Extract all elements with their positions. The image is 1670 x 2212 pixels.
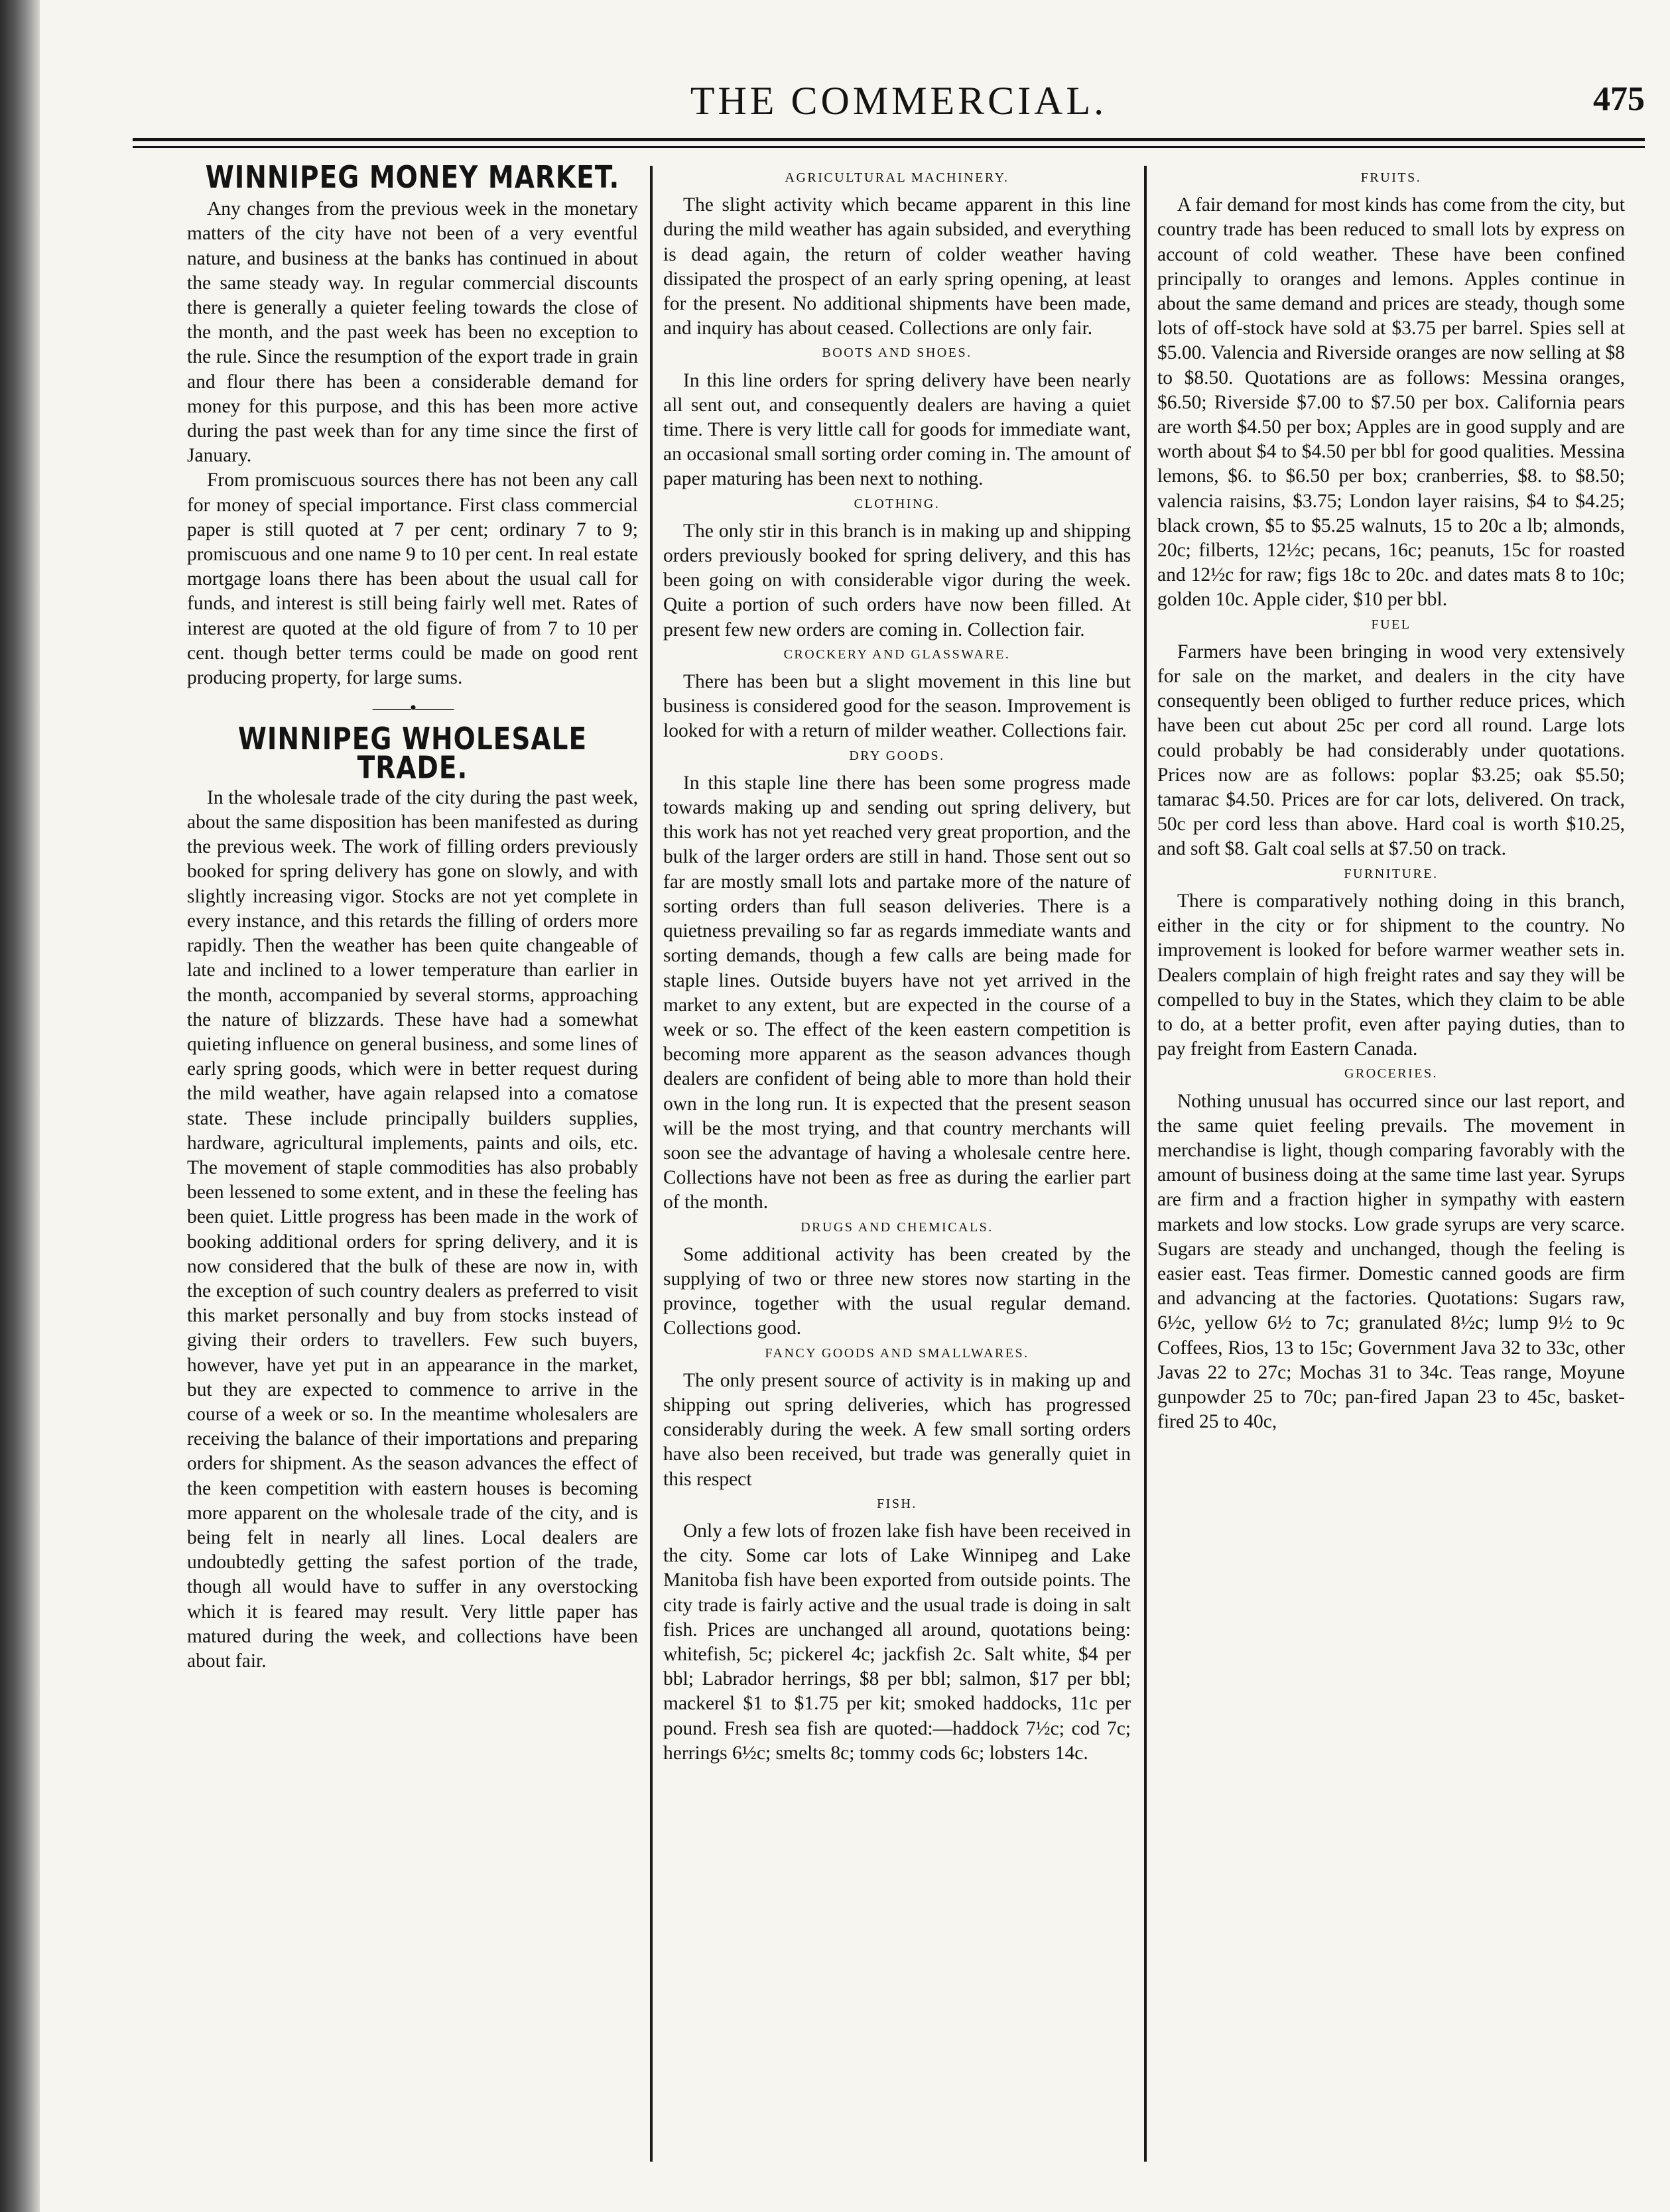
drugs-heading: DRUGS AND CHEMICALS. xyxy=(801,1219,994,1235)
agricultural-heading: AGRICULTURAL MACHINERY. xyxy=(785,170,1009,185)
column-right xyxy=(1157,166,1625,1434)
binding-edge xyxy=(0,0,40,2212)
drugs-paragraph: Some additional activity has been created by the supplying of two or three new stores now starting in the province, together with the usual regular demand. Collections good. xyxy=(663,1243,1131,1339)
fancy-goods-paragraph: The only present source of activity is in making up and shipping out spring deliveries, which has progressed considerably during the week. A few small sorting orders have also been received, but trade was generally quiet in this respect xyxy=(663,1369,1131,1490)
money-market-paragraph: Any changes from the previous week in the monetary matters of the city have not been of a very eventful nature, and business at the banks has continued in about the same steady way. In regular commercial discounts there is generally a quieter feeling towards the close of the month, and the past week has been no exception to the rule. Since the resumption of the export trade in grain and flour there has been a considerable demand for money for this purpose, and this has been more active during the past week than for any time since the first of January. xyxy=(187,198,638,467)
money-market-heading: WINNIPEG MONEY MARKET. xyxy=(205,160,620,196)
section-separator: ——•—— xyxy=(372,697,453,719)
crockery-heading: CROCKERY AND GLASSWARE. xyxy=(783,646,1011,662)
clothing-heading: CLOTHING. xyxy=(854,496,940,511)
clothing-paragraph: The only stir in this branch is in making up and shipping orders previously booked for spring delivery, and this has been going on with considerable vigor during the week. Quite a portion of such orders have now been filled. At present few new orders are coming in. Collection fair. xyxy=(663,520,1131,641)
page-number: 475 xyxy=(1593,80,1645,118)
column-left xyxy=(187,160,638,1674)
journal-title: THE COMMERCIAL. xyxy=(690,79,1108,123)
column-divider-1 xyxy=(650,166,653,2162)
crockery-paragraph: There has been but a slight movement in this line but business is considered good for the season. Improvement is looked for with a return of milder weather. Collections fair. xyxy=(663,671,1131,742)
header-rule-thin xyxy=(133,146,1645,148)
header-rule-thick xyxy=(133,138,1645,141)
dry-goods-paragraph: In this staple line there has been some progress made towards making up and sending out spring delivery, but this work has not yet reached very great proportion, and the bulk of the larger orders are still in hand. Those sent out so far are mostly small lots and partake more of the nature of sorting orders than full season deliveries. There is a quietness prevailing so far as regards immediate wants and sorting demands, though a few calls are being made for staple lines. Outside buyers have not yet arrived in the market to any extent, but are expected in the course of a week or so. The effect of the keen eastern competition is becoming more apparent as the season advances though dealers are confident of being able to more than hold their own in the long run. It is expected that the present season will be the most trying, and that country merchants will soon see the advantage of having a wholesale centre here. Collections have not been as free as during the earlier part of the month. xyxy=(663,772,1131,1213)
money-market-paragraph: From promiscuous sources there has not been any call for money of special importance. First class commercial paper is still quoted at 7 per cent; ordinary 7 to 9; promiscuous and one name 9 to 10 per cent. In real estate mortgage loans there has been about the usual call for funds, and interest is still being fairly well met. Rates of interest are quoted at the old figure of from 7 to 10 per cent. though better terms could be made on good rent producing property, for large sums. xyxy=(187,469,638,689)
page-header xyxy=(153,78,1645,131)
groceries-heading: GROCERIES. xyxy=(1344,1066,1439,1081)
furniture-heading: FURNITURE. xyxy=(1344,866,1439,881)
dry-goods-heading: DRY GOODS. xyxy=(849,748,945,763)
boots-paragraph: In this line orders for spring delivery have been nearly all sent out, and consequently dealers are having a quiet time. There is very little call for goods for immediate want, an occasional small sorting order coming in. The amount of paper maturing has been next to nothing. xyxy=(663,369,1131,490)
boots-heading: BOOTS AND SHOES. xyxy=(822,345,972,361)
fancy-goods-heading: FANCY GOODS AND SMALLWARES. xyxy=(765,1345,1029,1361)
fuel-paragraph: Farmers have been bringing in wood very extensively for sale on the market, and dealers in the city have consequently been obliged to further reduce prices, which have been cut about 25c per cord all round. Large lots could probably be had considerably under quotations. Prices now are as follows: poplar $3.25; oak $5.50; tamarac $4.50. Prices are for car lots, delivered. On track, 50c per cord less than above. Hard coal is worth $10.25, and soft $8. Galt coal sells at $7.50 on track. xyxy=(1157,641,1625,860)
fish-heading: FISH. xyxy=(877,1496,917,1511)
wholesale-trade-heading: WINNIPEG WHOLESALE TRADE. xyxy=(237,722,588,787)
fish-paragraph: Only a few lots of frozen lake fish have been received in the city. Some car lots of Lake Winnipeg and Lake Manitoba fish have been exported from outside points. The city trade is fairly active and the usual trade is doing in salt fish. Prices are unchanged all around, quotations being: whitefish, 5c; pickerel 4c; jackfish 2c. Salt white, $4 per bbl; Labrador herrings, $8 per bbl; salmon, $17 per bbl; mackerel $1 to $1.75 per kit; smoked haddocks, 11c per pound. Fresh sea fish are quoted:—haddock 7½c; cod 7c; herrings 6½c; smelts 8c; tommy cods 6c; lobsters 14c. xyxy=(663,1520,1131,1764)
agricultural-paragraph: The slight activity which became apparent in this line during the mild weather has again subsided, and everything is dead again, the return of colder weather having dissipated the prospect of an early spring opening, at least for the present. No additional shipments have been made, and inquiry has about ceased. Collections are only fair. xyxy=(663,194,1131,339)
fruits-heading: FRUITS. xyxy=(1360,170,1422,185)
column-middle xyxy=(663,166,1131,1766)
fuel-heading: FUEL xyxy=(1371,617,1411,632)
fruits-paragraph: A fair demand for most kinds has come from the city, but country trade has been reduced to small lots by express on account of cold weather. These have been confined principally to oranges and lemons. Apples continue in about the same demand and prices are steady, though some lots of off-stock have sold at $3.75 per barrel. Spies sell at $5.00. Valencia and Riverside oranges are now selling at $8 to $8.50. Quotations are as follows: Messina oranges, $6.50; Riverside $7.00 to $7.50 per box. California pears are worth $4.50 per box; Apples are in good supply and are worth about $4 to $4.50 per bbl for good qualities. Messina lemons, $6. to $6.50 per box; cranberries, $8. to $8.50; valencia raisins, $3.75; London layer raisins, $4 to $4.25; black crown, $5 to $5.25 walnuts, 15 to 20c a lb; almonds, 20c; filberts, 12½c; pecans, 16c; peanuts, 15c for roasted and 12½c for raw; figs 18c to 20c. and dates mats 8 to 10c; golden 10c. Apple cider, $10 per bbl. xyxy=(1157,194,1625,611)
column-divider-2 xyxy=(1144,166,1147,2162)
wholesale-trade-paragraph: In the wholesale trade of the city during the past week, about the same disposition has been manifested as during the previous week. The work of filling orders previously booked for spring delivery has gone on slowly, and with slightly increasing vigor. Stocks are not yet complete in every instance, and this retards the filling of orders more rapidly. Then the weather has been quite changeable of late and inclined to a lower temperature than earlier in the month, accompanied by several storms, approaching the nature of blizzards. These have had a somewhat quieting influence on general business, and some lines of early spring goods, which were in better request during the mild weather, have again relapsed into a comatose state. These include principally builders supplies, hardware, agricultural implements, paints and oils, etc. The movement of staple commodities has also probably been lessened to some extent, and in these the feeling has been quiet. Little progress has been made in the work of booking additional orders for spring delivery, and it is now considered that the bulk of these are now in, with the exception of such country dealers as preferred to visit this market personally and buy from stocks instead of giving their orders to travellers. Few such buyers, however, have yet put in an appearance in the market, but they are expected to commence to arrive in the course of a week or so. In the meantime wholesalers are receiving the balance of their importations and preparing orders for shipment. As the season advances the effect of the keen competition with eastern houses is becoming more apparent on the wholesale trade of the city, and is being felt in nearly all lines. Local dealers are undoubtedly getting the safest portion of the trade, though all would have to suffer in any overstocking which it is feared may result. Very little paper has matured during the week, and collections have been about fair. xyxy=(187,786,638,1672)
groceries-paragraph: Nothing unusual has occurred since our last report, and the same quiet feeling prevails. The movement in merchandise is light, though comparing favorably with the amount of business doing at the same time last year. Syrups are firm and a fraction higher in sympathy with eastern markets and low stocks. Low grade syrups are very scarce. Sugars are steady and unchanged, though the feeling is easier east. Teas firmer. Domestic canned goods are firm and advancing at the factories. Quotations: Sugars raw, 6½c, yellow 6½ to 7c; granulated 8½c; lump 9½ to 9c Coffees, Rios, 13 to 15c; Government Java 32 to 33c, other Javas 22 to 27c; Mochas 31 to 34c. Teas range, Moyune gunpowder 25 to 70c; pan-fired Japan 23 to 45c, basket-fired 25 to 40c, xyxy=(1157,1090,1625,1433)
furniture-paragraph: There is comparatively nothing doing in this branch, either in the city or for shipment to the country. No improvement is looked for before warmer weather sets in. Dealers complain of high freight rates and say they will be compelled to buy in the States, which they claim to be able to do, at a better profit, even after paying duties, than to pay freight from Eastern Canada. xyxy=(1157,890,1625,1060)
